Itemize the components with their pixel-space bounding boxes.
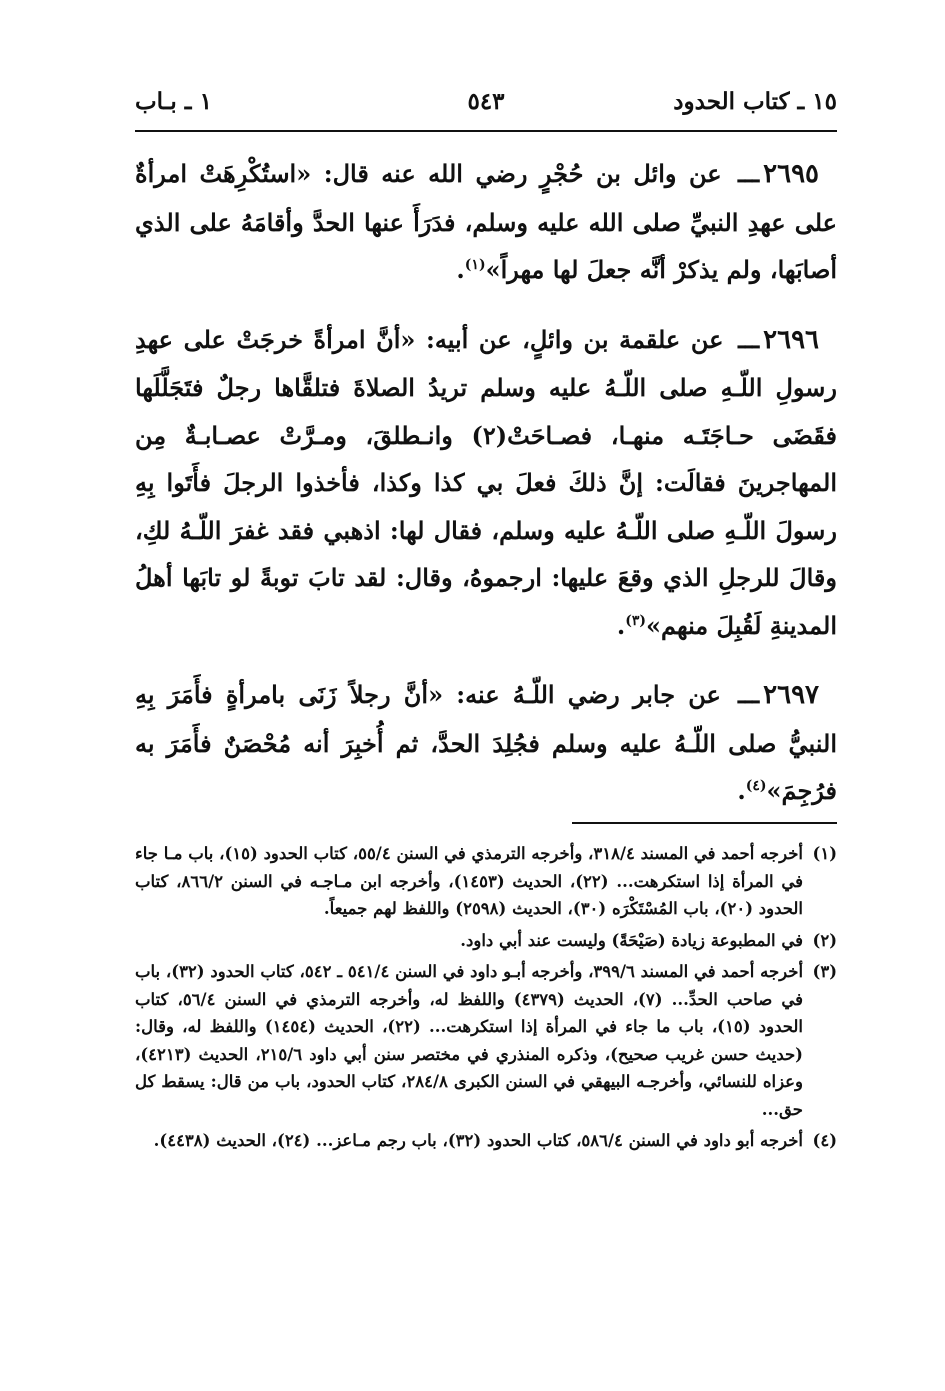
hadith-entry: ٢٦٩٦ـــ عن علقمة بن وائلٍ، عن أبيه: «أنَّ امرأةً خرجَتْ على عهدِ رسولِ اللّـهِ صلى اللّـهُ عليه وسلم تريدُ الصلاةَ فتلقَّاها رجلٌ فتَجَلَّلَها فقَضَى حـاجَتَـه منهـا، فصـاحَتْ(٢) وانـطلقَ، ومـرَّتْ عصـابـةٌ مِن المهاجرينَ فقالَت: إنَّ ذلكَ فعلَ بي كذا وكذا، فأخذوا الرجلَ فأَتَوا بِهِ رسولَ اللّـهِ صلى اللّـهُ عليه وسلم، فقال لها: اذهبي فقد غفرَ اللّـهُ لكِ، وقالَ للرجلِ الذي وقعَ عليها: ارجموهُ، وقال: لقد تابَ توبةً لو تابَها أهلُ المدينةِ لَقُبِلَ منهم»$^{(٣)}$.: [135, 324, 837, 640]
hadith-text: عن وائل بن حُجْرٍ رضي الله عنه قال: «استُكْرِهَتْ امرأةٌ على عهدِ النبيِّ صلى الله عليه وسلم، فدَرَأَ عنها الحدَّ وأقامَهُ على الذي أصابَها، ولم يذكرْ أنَّه جعلَ لها مهراً»: [135, 159, 837, 284]
running-header: [135, 88, 837, 128]
hadith-number: ٢٦٩٧: [763, 680, 819, 710]
book-page: [135, 88, 837, 1378]
footnote: [135, 927, 837, 955]
hadith-number: ٢٦٩٦: [763, 324, 820, 355]
footnote: [135, 958, 837, 1123]
footnote-divider: [572, 822, 837, 824]
footnotes-section: [135, 840, 837, 1159]
hadith-entry: ٢٦٩٥ـــ عن وائل بن حُجْرٍ رضي الله عنه قال: «استُكْرِهَتْ امرأةٌ على عهدِ النبيِّ صلى الله عليه وسلم، فدَرَأَ عنها الحدَّ وأقامَهُ على الذي أصابَها، ولم يذكرْ أنَّه جعلَ لها مهراً»$^{(١)}$.: [135, 159, 837, 284]
footnote-marker: (٤): [812, 1131, 837, 1150]
footnote: [135, 840, 837, 923]
footnote-marker: (٣): [812, 962, 837, 981]
hadith-number: ٢٦٩٥: [763, 159, 819, 189]
footnote-reference[interactable]: (٣): [625, 612, 647, 629]
hadith-dash: ـــ: [738, 324, 760, 354]
footnote-marker: (١): [812, 844, 837, 863]
footnote-text: أخرجه أحمد في المسند ٣٩٩/٦، وأخرجه أبـو داود في السنن ٥٤١/٤ ـ ٥٤٢، كتاب الحدود (٣٢)، باب في صاحب الحدِّ... (٧)، الحديث (٤٣٧٩) واللفظ له، وأخرجه الترمذي في السنن ٥٦/٤، كتاب الحدود (١٥)، باب ما جاء في المرأة إذا استكرهت... (٢٢)، الحديث (١٤٥٤) واللفظ له، وقال: (حديث حسن غريب صحيح)، وذكره المنذري في مختصر سنن أبي داود ٢١٥/٦، الحديث (٤٢١٣)، وعزاه للنسائي، وأخرجـه البيهقي في السنن الكبرى ٢٨٤/٨، كتاب الحدود، باب من قال: يسقط كل حق...: [135, 962, 804, 1119]
footnote-text: أخرجه أبو داود في السنن ٥٨٦/٤، كتاب الحدود (٣٢)، باب رجم مـاعز... (٢٤)، الحديث (٤٤٣٨).: [153, 1131, 803, 1150]
footnote-reference[interactable]: (١): [464, 257, 486, 273]
header-divider: [135, 130, 837, 132]
footnote: [135, 1127, 837, 1155]
footnote-text: في المطبوعة زيادة (صَيْحَةً) وليست عند أبي داود.: [460, 930, 803, 950]
hadith-text: عن علقمة بن وائلٍ، عن أبيه: «أنَّ امرأةً خرجَتْ على عهدِ رسولِ اللّـهِ صلى اللّـهُ عليه وسلم تريدُ الصلاةَ فتلقَّاها رجلٌ فتَجَلَّلَها فقَضَى حـاجَتَـه منهـا، فصـاحَتْ(٢) وانـطلقَ، ومـرَّتْ عصـابـةٌ مِن المهاجرينَ فقالَت: إنَّ ذلكَ فعلَ بي كذا وكذا، فأخذوا الرجلَ فأَتَوا بِهِ رسولَ اللّـهِ صلى اللّـهُ عليه وسلم، فقال لها: اذهبي فقد غفرَ اللّـهُ لكِ، وقالَ للرجلِ الذي وقعَ عليها: ارجموهُ، وقال: لقد تابَ توبةً لو تابَها أهلُ المدينةِ لَقُبِلَ منهم»: [135, 324, 837, 640]
footnote-reference[interactable]: (٤): [745, 778, 767, 794]
main-text: [135, 150, 837, 837]
footnote-marker: (٢): [812, 930, 837, 950]
chapter-title: ١٥ ـ كتاب الحدود: [673, 88, 837, 115]
section-title: ١ ـ بـاب: [135, 88, 212, 115]
hadith-text: عن جابر رضي اللّـهُ عنه: «أنَّ رجلاً زَنَى بامرأةٍ فأَمَرَ بِهِ النبيُّ صلى اللّـهُ عليه وسلم فجُلِدَ الحدَّ، ثم أُخبِرَ أنه مُحْصَنٌ فأَمَرَ به فرُجِمَ»: [135, 680, 837, 805]
hadith-dash: ـــ: [738, 159, 760, 188]
hadith-dash: ـــ: [738, 680, 760, 709]
hadith-entry: ٢٦٩٧ـــ عن جابر رضي اللّـهُ عنه: «أنَّ رجلاً زَنَى بامرأةٍ فأَمَرَ بِهِ النبيُّ صلى اللّـهُ عليه وسلم فجُلِدَ الحدَّ، ثم أُخبِرَ أنه مُحْصَنٌ فأَمَرَ به فرُجِمَ»$^{(٤)}$.: [135, 680, 837, 805]
footnote-text: أخرجه أحمد في المسند ٣١٨/٤، وأخرجه الترمذي في السنن ٥٥/٤، كتاب الحدود (١٥)، باب مـا جاء في المرأة إذا استكرهت... (٢٢)، الحديث (١٤٥٣)، وأخرجه ابن مـاجـه في السنن ٨٦٦/٢، كتاب الحدود (٢٠)، باب المُسْتَكْرَه (٣٠)، الحديث (٢٥٩٨) واللفظ لهم جميعاً.: [135, 844, 804, 918]
page-number: ٥٤٣: [467, 88, 505, 115]
